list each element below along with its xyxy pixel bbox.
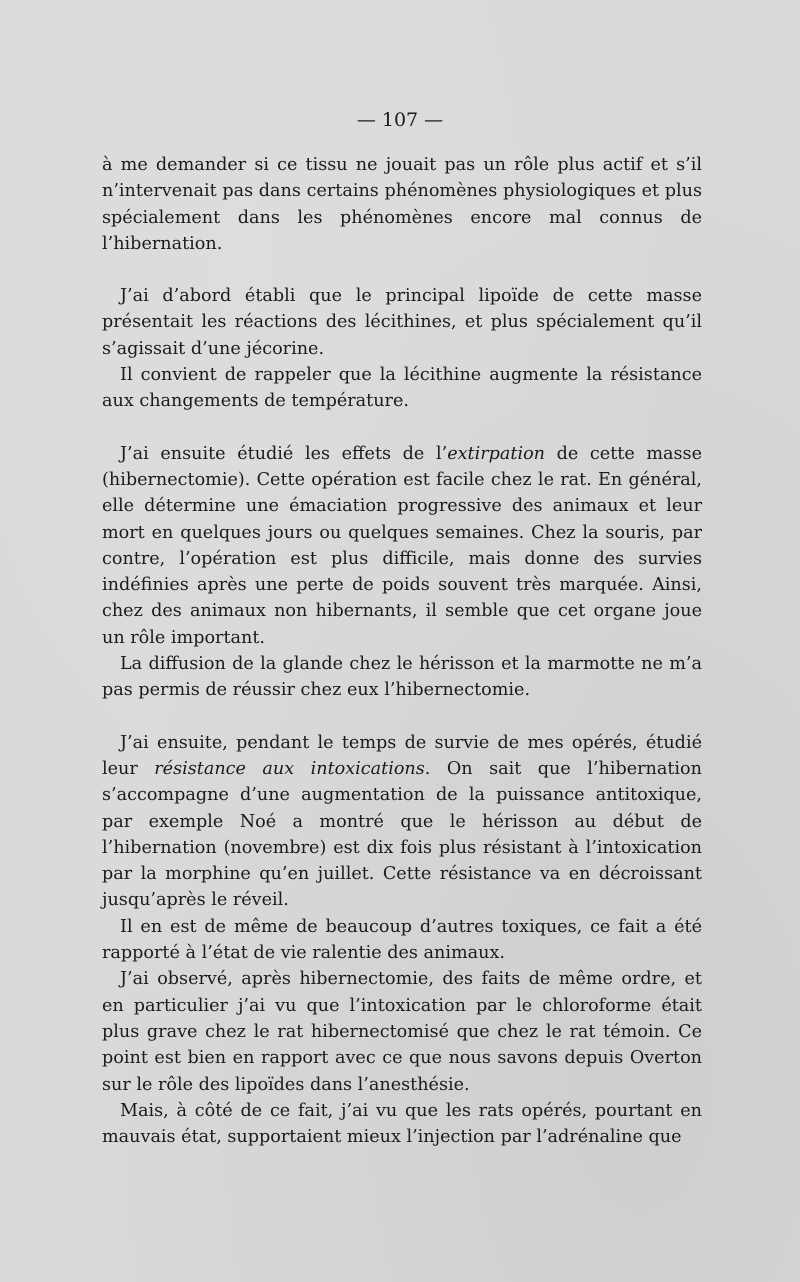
paragraph-text: . On sait que l’hibernation s’accompagne d’une augmentation de la puissance antitoxique, par exemple Noé a montré que le hérisson au début de l’hibernation (novembre) est dix fois plus résistant à l’intoxication par la morphine qu’en juillet. Cette résistance va en décroissant jusqu’après le réveil. xyxy=(102,758,702,911)
italic-term: résistance aux intoxications xyxy=(154,758,425,779)
page-number: — 107 — xyxy=(356,109,444,131)
paragraph xyxy=(102,730,702,914)
paragraph-text: Il convient de rappeler que la lécithine augmente la résistance aux changements de température. xyxy=(102,365,702,412)
paragraph xyxy=(102,1098,702,1151)
paragraph-text: J’ai ensuite étudié les effets de l’ xyxy=(120,443,448,464)
body-text xyxy=(102,152,702,1150)
paragraph xyxy=(102,283,702,362)
paragraph xyxy=(102,914,702,967)
paragraph-text: à me demander si ce tissu ne jouait pas un rôle plus actif et s’il n’intervenait pas dans certains phénomènes physiologiques et plus spécialement dans les phénomènes encore mal connus de l’hibernation. xyxy=(102,155,702,254)
paragraph-text: Mais, à côté de ce fait, j’ai vu que les rats opérés, pourtant en mauvais état, supportaient mieux l’injection par l’adrénaline que xyxy=(102,1100,702,1148)
paragraph-text: de cette masse (hibernectomie). Cette opération est facile chez le rat. En général, elle détermine une émaciation progressive des animaux et leur mort en quelques jours ou quelques semaines. Chez la souris, par contre, l’opération est plus difficile, mais donne des survies indéfinies après une perte de poids souvent très marquée. Ainsi, chez des animaux non hibernants, il semble que cet organe joue un rôle important. xyxy=(102,443,703,648)
paragraph-text: La diffusion de la glande chez le hérisson et la marmotte ne m’a pas permis de réussir chez eux l’hibernectomie. xyxy=(102,654,702,701)
paragraph-text: Il en est de même de beaucoup d’autres toxiques, ce fait a été rapporté à l’état de vie ralentie des animaux. xyxy=(102,916,702,964)
italic-term: extirpation xyxy=(447,443,546,464)
paragraph xyxy=(102,966,702,1097)
paragraph xyxy=(102,651,702,704)
paragraph xyxy=(102,362,702,415)
paragraph xyxy=(102,441,702,651)
paragraph-text: J’ai observé, après hibernectomie, des faits de même ordre, et en particulier j’ai vu que l’intoxication par le chloroforme était plus grave chez le rat hibernectomisé que chez le rat témoin. Ce point est bien en rapport avec ce que nous savons depuis Overton sur le rôle des lipoïdes dans l’anesthésie. xyxy=(102,969,702,1095)
paragraph-text: J’ai ensuite, pendant le temps de survie de mes opérés, étudié leur xyxy=(102,732,702,779)
paragraph xyxy=(102,152,702,257)
paragraph-text: J’ai d’abord établi que le principal lipoïde de cette masse présentait les réactions des lécithines, et plus spécialement qu’il s’agissait d’une jécorine. xyxy=(102,286,702,359)
